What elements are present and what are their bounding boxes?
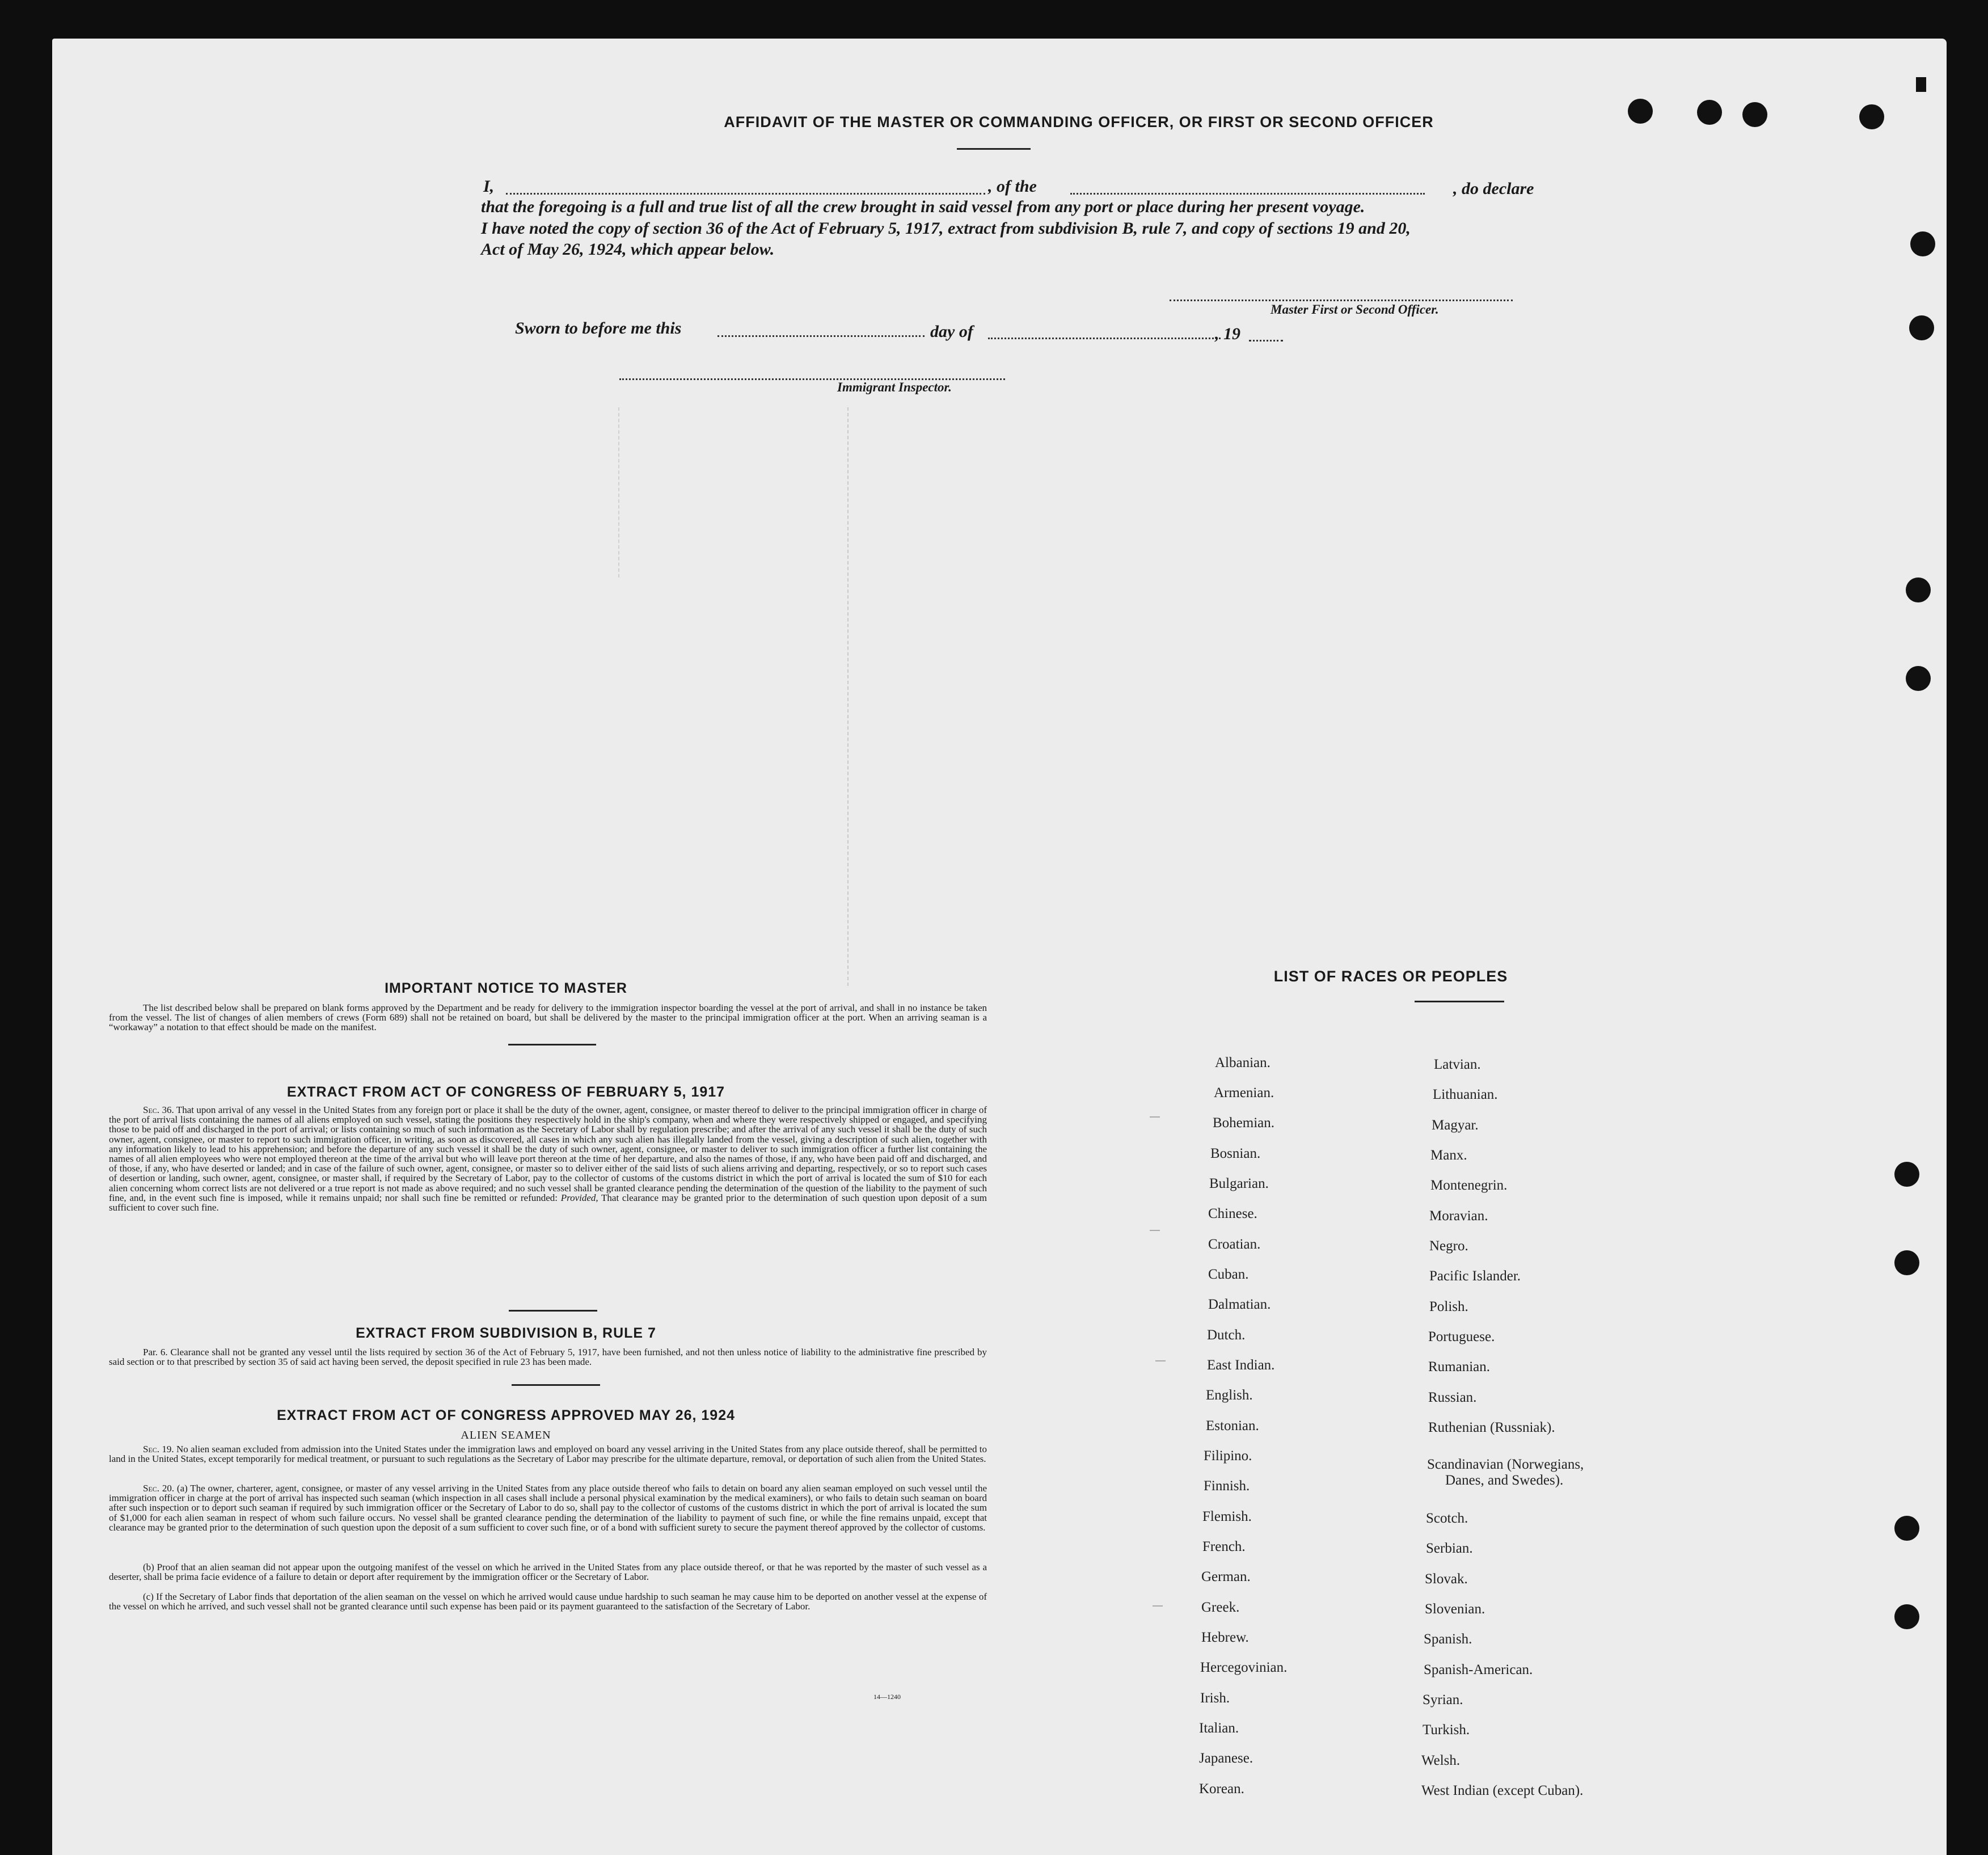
- day-of-label: day of: [930, 322, 973, 341]
- race-item: Dutch.: [1207, 1327, 1246, 1343]
- extract-1917-text: [109, 1105, 987, 1212]
- race-item: Slovak.: [1425, 1571, 1468, 1587]
- notice-text: The list described below shall be prepared on blank forms approved by the Department and be ready for delivery to the immigration inspector boarding the vessel at the port of arrival, and shall in no instance be taken from the vessel. The list of changes of alien members of crews (Form 689) shall not be retained on board, but shall be delivered by the master to the principal immigration officer at the port. When an arriving seaman is a “workaway” a notation to that effect should be made on the manifest.: [109, 1002, 987, 1033]
- race-item: Korean.: [1199, 1781, 1244, 1797]
- sec-36-label: Sec. 36.: [143, 1104, 174, 1115]
- race-item: Ruthenian (Russniak).: [1428, 1420, 1555, 1435]
- alien-seamen-subtitle: ALIEN SEAMEN: [461, 1429, 551, 1441]
- sec-20a-body: (a) The owner, charterer, agent, consignee, or master of any vessel arriving in the United States from any place outside thereof who fails to detain on board any alien seaman employed on such vessel until the immigration officer in charge at the port of arrival has inspected such seaman (which inspection in all cases shall include a personal physical examination by the medical examiners), or who fails to detain such seaman on board after such inspection or to deport such seaman if required by such immigration officer or the Secretary of Labor to do so, shall pay to the collector of customs of the customs district in which the port of arrival is located the sum of $1,000 for each alien seaman in respect of whom such failure occurs. No vessel shall be granted clearance pending the determination of the liability to payment of such fine, or while the fine remains unpaid, except that clearance may be granted prior to the determination of such question upon the deposit of a sum sufficient to cover such fine, or of a bond with sufficient surety to secure the payment thereof approved by the collector of customs.: [109, 1483, 987, 1533]
- race-item: Albanian.: [1215, 1055, 1271, 1070]
- rule7-rule: [512, 1384, 600, 1386]
- race-item: Cuban.: [1208, 1267, 1249, 1282]
- binder-hole: [1742, 102, 1767, 127]
- race-item: Dalmatian.: [1208, 1297, 1271, 1312]
- vessel-blank[interactable]: [1070, 193, 1425, 195]
- declaration-line-3: I have noted the copy of section 36 of the Act of February 5, 1917, extract from subdivision B, rule 7, and copy of sections 19 and 20,: [481, 219, 1411, 238]
- sec-20-label: Sec. 20.: [143, 1483, 175, 1494]
- race-item: Danes, and Swedes).: [1445, 1473, 1564, 1488]
- race-item: Pacific Islander.: [1429, 1268, 1521, 1284]
- race-item: Syrian.: [1423, 1692, 1463, 1708]
- race-item: Latvian.: [1434, 1057, 1481, 1072]
- race-item: German.: [1201, 1569, 1251, 1584]
- form-number: 14—1240: [873, 1693, 901, 1701]
- binder-hole: [1894, 1516, 1919, 1541]
- race-item: East Indian.: [1207, 1357, 1275, 1373]
- binder-hole: [1906, 666, 1931, 691]
- race-item: Armenian.: [1214, 1085, 1274, 1101]
- binder-hole: [1894, 1250, 1919, 1275]
- race-item: Irish.: [1200, 1690, 1230, 1706]
- race-item: Turkish.: [1423, 1722, 1470, 1738]
- extract-1917-title: EXTRACT FROM ACT OF CONGRESS OF FEBRUARY 5, 1917: [286, 1084, 725, 1100]
- race-item: Slovenian.: [1425, 1601, 1485, 1617]
- sec-19-label: Sec. 19.: [143, 1444, 174, 1455]
- extract-1924-title: EXTRACT FROM ACT OF CONGRESS APPROVED MAY 26, 1924: [276, 1407, 736, 1423]
- race-item: Scotch.: [1426, 1511, 1468, 1526]
- master-signature-label: Master First or Second Officer.: [1271, 302, 1439, 317]
- race-item: Montenegrin.: [1430, 1178, 1508, 1193]
- rule7-text: Par. 6. Clearance shall not be granted any vessel until the lists required by section 36 of the Act of February 5, 1917, have been furnished, and not then unless notice of liability to the administrative fine prescribed by said section or to that prescribed by section 35 of said act having been served, the deposit specified in rule 23 has been made.: [109, 1347, 987, 1368]
- inspector-label: Immigrant Inspector.: [837, 380, 952, 394]
- sworn-month-blank[interactable]: [988, 338, 1221, 339]
- faint-mark: [1150, 1230, 1160, 1231]
- race-item: Hercegovinian.: [1200, 1660, 1288, 1675]
- faint-column-line: [847, 407, 849, 986]
- race-item: Estonian.: [1206, 1418, 1259, 1434]
- extract-1917-rule: [509, 1310, 597, 1312]
- sworn-label: Sworn to before me this: [515, 319, 682, 338]
- race-item: Finnish.: [1204, 1478, 1250, 1494]
- race-item: Bosnian.: [1210, 1146, 1261, 1161]
- binder-hole: [1894, 1162, 1919, 1187]
- sec-36-text: That upon arrival of any vessel in the United States from any foreign port or place it shall be the duty of the owner, agent, consignee, or master thereof to deliver to the principal immigration officer in charge of the port of arrival lists containing the names of all aliens employed on such vessel, stating the positions they respectively hold in the ship's company, when and where they were respectively shipped or engaged, and specifying those to be paid off and discharged in the port of arrival; or lists containing so much of such information as the Secretary of Labor shall by regulation prescribe; and after the arrival of any such vessel it shall be the duty of such owner, agent, consignee, or master to report to such immigration officer, in writing, as soon as discovered, all cases in which any such alien has illegally landed from the vessel, giving a description of such alien, together with any information likely to lead to his apprehension; and before the departure of any such vessel it shall be the duty of such owner, agent, consignee, or master to deliver to such immigration officer a further list containing the names of all alien employees who were not employed thereon at the time of the arrival but who will leave port thereon at the time of her departure, and also the names of those, if any, who have been paid off and discharged, and of those, if any, who have deserted or landed; and in case of the failure of such owner, agent, consignee, or master so to deliver either of the said lists of such aliens arriving and departing, respectively, or so to report such cases of desertion or landing, such owner, agent, consignee, or master shall, if required by the Secretary of Labor, pay to the collector of customs of the customs district in which the port of arrival is located the sum of $10 for each alien concerning whom correct lists are not delivered or a true report is not made as above required; and no such vessel shall be granted clearance pending the determination of the question of the liability to the payment of such fine, and, in the event such fine is imposed, while it remains unpaid; nor shall such fine be remitted or refunded:: [109, 1104, 987, 1203]
- declaration-of-the-label: , of the: [988, 177, 1037, 196]
- race-item: Greek.: [1201, 1600, 1240, 1615]
- faint-mark: [1150, 1116, 1160, 1118]
- master-signature-blank[interactable]: [1170, 300, 1513, 301]
- binder-hole: [1906, 577, 1931, 602]
- sec-20a-text: [109, 1483, 987, 1532]
- race-item: Bulgarian.: [1209, 1176, 1269, 1191]
- race-item: Flemish.: [1202, 1509, 1252, 1524]
- race-item: Lithuanian.: [1433, 1087, 1498, 1102]
- race-item: Portuguese.: [1428, 1329, 1495, 1344]
- race-item: Magyar.: [1432, 1118, 1479, 1133]
- document-page: [52, 39, 1947, 1855]
- race-item: Welsh.: [1421, 1753, 1461, 1768]
- faint-column-line: [618, 407, 619, 577]
- binder-hole: [1628, 99, 1653, 124]
- race-item: Manx.: [1430, 1148, 1467, 1163]
- race-item: West Indian (except Cuban).: [1421, 1783, 1584, 1798]
- race-item: Polish.: [1429, 1299, 1468, 1314]
- race-item: Russian.: [1428, 1390, 1477, 1405]
- declaration-i-label: I,: [483, 177, 495, 196]
- binder-hole: [1894, 1604, 1919, 1629]
- sworn-year-blank[interactable]: [1249, 340, 1283, 342]
- race-item: French.: [1202, 1539, 1246, 1554]
- race-item: Bohemian.: [1213, 1115, 1275, 1131]
- corner-mark: [1916, 77, 1926, 92]
- faint-mark: [1155, 1360, 1166, 1361]
- race-item: Croatian.: [1208, 1237, 1261, 1252]
- name-blank[interactable]: [506, 193, 985, 195]
- race-item: Italian.: [1199, 1721, 1239, 1736]
- binder-hole: [1909, 315, 1934, 340]
- rule7-title: EXTRACT FROM SUBDIVISION B, RULE 7: [356, 1325, 656, 1341]
- binder-hole: [1859, 104, 1884, 129]
- race-item: Spanish-American.: [1424, 1662, 1533, 1677]
- declaration-do-declare: , do declare: [1453, 179, 1534, 198]
- binder-hole: [1910, 231, 1935, 256]
- race-item: Rumanian.: [1428, 1359, 1491, 1375]
- declaration-line-4: Act of May 26, 1924, which appear below.: [481, 240, 775, 259]
- provided-label: Provided,: [560, 1192, 598, 1203]
- year-prefix-label: , 19: [1215, 324, 1240, 343]
- notice-title: IMPORTANT NOTICE TO MASTER: [385, 980, 627, 996]
- race-item: Hebrew.: [1201, 1630, 1249, 1645]
- race-item: Serbian.: [1426, 1541, 1473, 1556]
- races-title: LIST OF RACES OR PEOPLES: [1273, 968, 1508, 985]
- sec-20c-text: (c) If the Secretary of Labor finds that deportation of the alien seaman on the vessel on which he arrived would cause undue hardship to such seaman he may cause him to be deported on another vessel at the expense of the vessel on which he arrived, and such vessel shall not be granted clearance until such expense has been paid or its payment guaranteed to the satisfaction of the Secretary of Labor.: [109, 1591, 987, 1612]
- race-item: Chinese.: [1208, 1206, 1257, 1221]
- race-item: Moravian.: [1429, 1208, 1488, 1224]
- race-item: English.: [1206, 1388, 1253, 1403]
- sec-20b-text: (b) Proof that an alien seaman did not appear upon the outgoing manifest of the vessel on which he arrived in the United States from any place outside thereof, or that he was reported by the master of such vessel as a deserter, shall be prima facie evidence of a failure to detain or deport after requirement by the immigration officer or the Secretary of Labor.: [109, 1562, 987, 1583]
- sworn-day-blank[interactable]: [717, 335, 925, 337]
- race-item: Filipino.: [1204, 1448, 1252, 1464]
- races-rule: [1415, 1001, 1504, 1002]
- sec-19-text: [109, 1444, 987, 1464]
- affidavit-title-rule: [957, 148, 1031, 150]
- binder-hole: [1697, 100, 1722, 125]
- affidavit-title: AFFIDAVIT OF THE MASTER OR COMMANDING OFFICER, OR FIRST OR SECOND OFFICER: [724, 113, 1434, 130]
- race-item: Scandinavian (Norwegians,: [1427, 1457, 1584, 1472]
- declaration-line-2: that the foregoing is a full and true list of all the crew brought in said vessel from any port or place during her present voyage.: [481, 197, 1365, 216]
- race-item: Spanish.: [1424, 1631, 1472, 1647]
- faint-mark: [1153, 1605, 1163, 1607]
- sec-19-body: No alien seaman excluded from admission into the United States under the immigration laws and employed on board any vessel arriving in the United States from any place outside thereof, shall be permitted to land in the United States, except temporarily for medical treatment, or pursuant to such regulations as the Secretary of Labor may prescribe for the ultimate departure, removal, or deportation of such alien from the United States.: [109, 1444, 987, 1465]
- race-item: Japanese.: [1199, 1751, 1253, 1766]
- sec-36-text-end: That clearance may be granted prior to the determination of such question upon deposit of a sum sufficient to cover such fine.: [109, 1192, 987, 1213]
- race-item: Negro.: [1429, 1238, 1468, 1254]
- notice-rule: [508, 1044, 596, 1045]
